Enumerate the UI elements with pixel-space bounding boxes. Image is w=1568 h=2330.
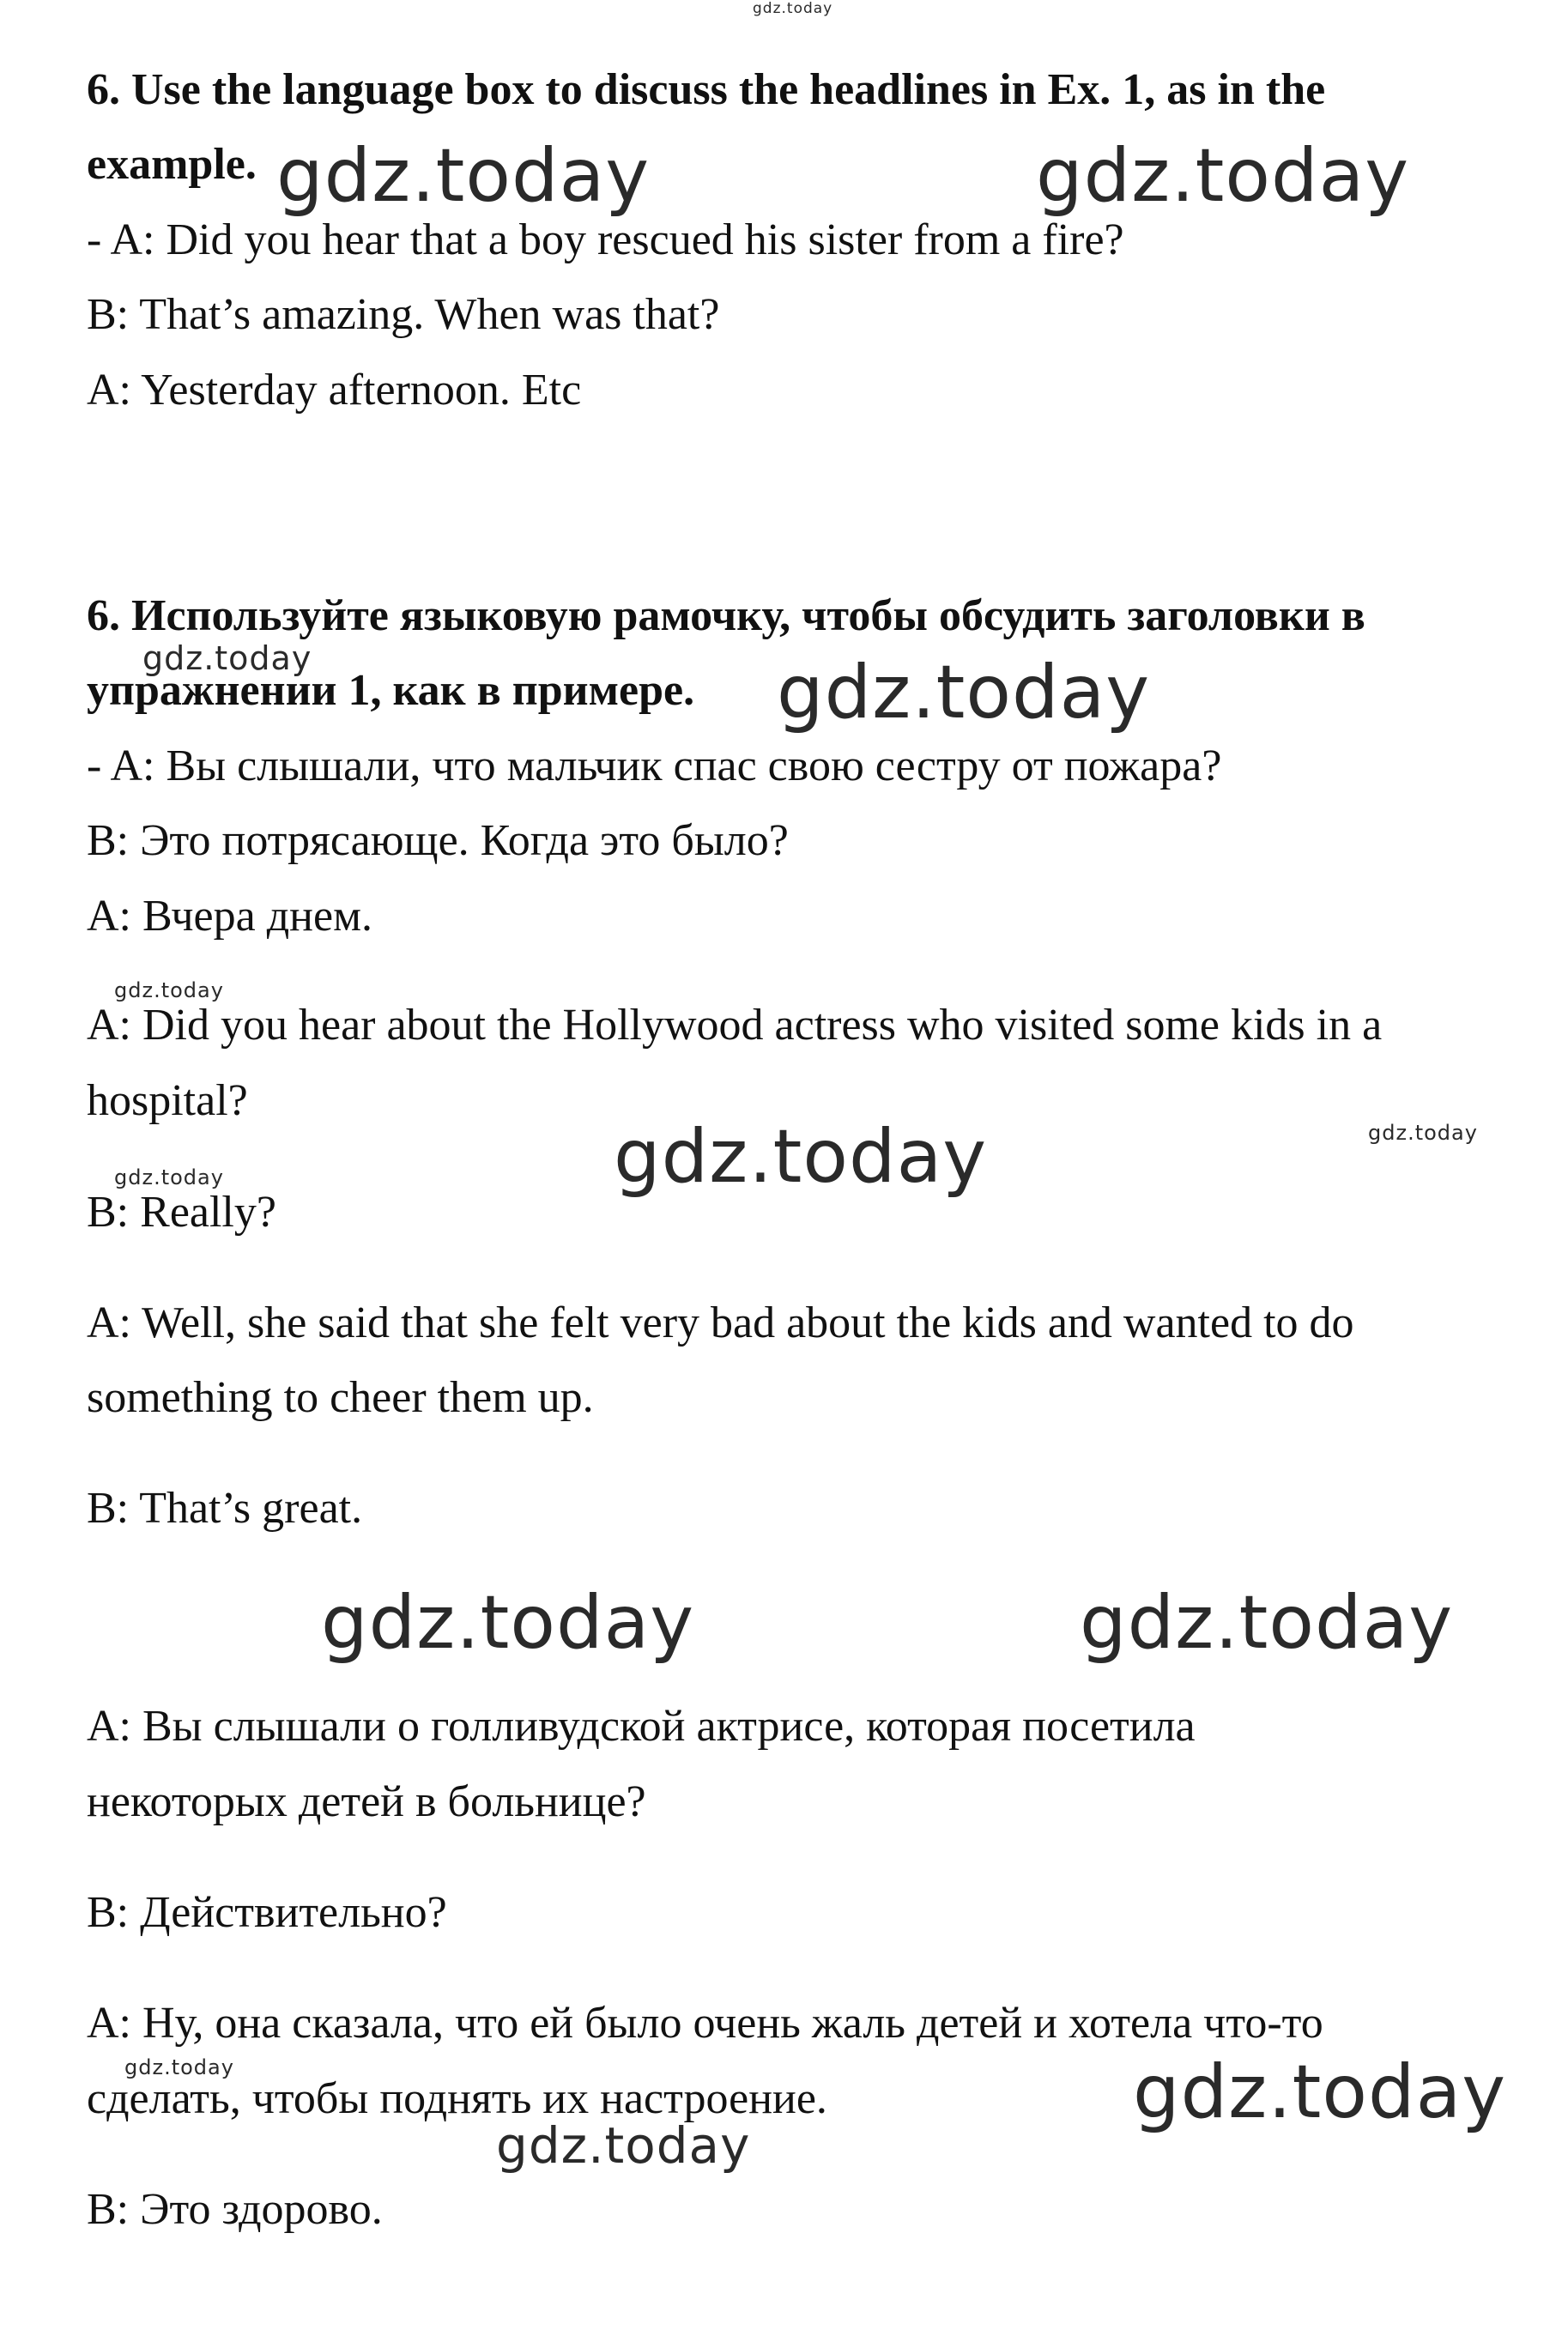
english-dialogue-line: something to cheer them up.: [87, 1373, 594, 1422]
watermark: gdz.today: [1080, 1580, 1454, 1666]
russian-dialogue-line: A: Вы слышали о голливудской актрисе, которая посетила: [87, 1702, 1196, 1751]
russian-dialogue-line: B: Это здорово.: [87, 2185, 383, 2234]
english-task-line: A: Yesterday afternoon. Etc: [87, 366, 582, 415]
watermark: gdz.today: [496, 2116, 751, 2175]
watermark: gdz.today: [614, 1114, 988, 1200]
russian-task-line: B: Это потрясающе. Когда это было?: [87, 816, 789, 865]
russian-dialogue-line: B: Действительно?: [87, 1888, 447, 1937]
watermark: gdz.today: [753, 0, 833, 17]
watermark: gdz.today: [142, 639, 312, 677]
english-dialogue-line: B: Really?: [87, 1188, 276, 1237]
watermark: gdz.today: [114, 1165, 224, 1189]
english-dialogue-line: hospital?: [87, 1076, 248, 1125]
russian-task-line: - A: Вы слышали, что мальчик спас свою сестру от пожара?: [87, 741, 1222, 790]
russian-dialogue-line: некоторых детей в больнице?: [87, 1777, 646, 1826]
english-task-heading-line1: 6. Use the language box to discuss the headlines in Ex. 1, as in the: [87, 65, 1326, 114]
russian-dialogue-line: A: Ну, она сказала, что ей было очень жаль детей и хотела что-то: [87, 1999, 1323, 2048]
russian-task-line: A: Вчера днем.: [87, 892, 372, 941]
watermark: gdz.today: [1368, 1121, 1478, 1145]
watermark: gdz.today: [777, 650, 1151, 735]
russian-task-heading-line1: 6. Используйте языковую рамочку, чтобы обсудить заголовки в: [87, 591, 1365, 640]
english-task-heading-line2: example.: [87, 140, 257, 189]
english-dialogue-line: A: Well, she said that she felt very bad about the kids and wanted to do: [87, 1298, 1354, 1347]
russian-task-heading-line2: упражнении 1, как в примере.: [87, 666, 695, 715]
english-dialogue-line: A: Did you hear about the Hollywood actress who visited some kids in a: [87, 1001, 1383, 1050]
watermark: gdz.today: [1036, 133, 1410, 219]
watermark: gdz.today: [114, 978, 224, 1002]
english-dialogue-line: B: That’s great.: [87, 1484, 363, 1533]
watermark: gdz.today: [321, 1580, 695, 1666]
watermark: gdz.today: [276, 133, 651, 219]
english-task-line: B: That’s amazing. When was that?: [87, 290, 720, 339]
russian-dialogue-line: сделать, чтобы поднять их настроение.: [87, 2074, 827, 2123]
watermark: gdz.today: [124, 2055, 234, 2079]
watermark: gdz.today: [1133, 2049, 1507, 2135]
english-task-line: - A: Did you hear that a boy rescued his sister from a fire?: [87, 215, 1124, 264]
